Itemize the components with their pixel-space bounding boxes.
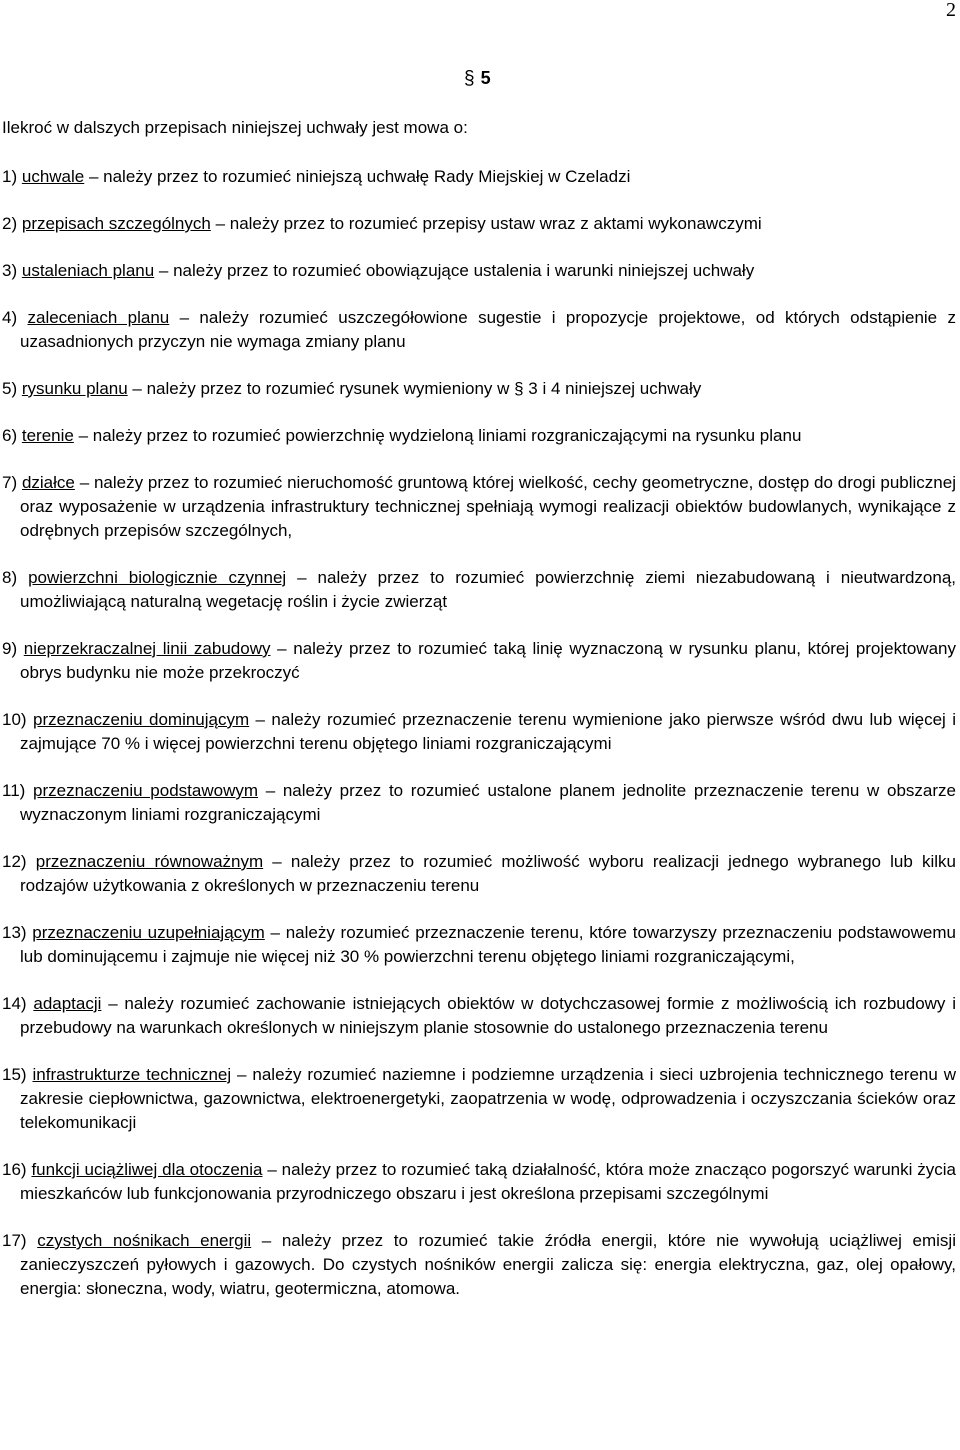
definition-item xyxy=(2,424,956,448)
definition-item xyxy=(2,992,956,1040)
definition-number: 5) xyxy=(2,379,18,398)
definition-item xyxy=(2,779,956,827)
definition-item xyxy=(2,471,956,543)
definition-term: przeznaczeniu dominującym xyxy=(32,710,250,729)
definition-number: 1) xyxy=(2,167,18,186)
definition-term: funkcji uciążliwej dla otoczenia xyxy=(31,1160,263,1179)
definition-term: zaleceniach planu xyxy=(27,308,170,327)
definition-item xyxy=(2,165,956,189)
definition-text: – należy przez to rozumieć przepisy ustaw wraz z aktami wykonawczymi xyxy=(210,214,762,233)
definition-term: przeznaczeniu uzupełniającym xyxy=(32,923,265,942)
definition-number: 15) xyxy=(2,1065,27,1084)
definition-text: – należy przez to rozumieć niniejszą uchwałę Rady Miejskiej w Czeladzi xyxy=(84,167,631,186)
definitions-list xyxy=(2,165,956,1324)
definition-text: – należy przez to rozumieć takie źródła energii, które nie wywołują uciążliwej emisji zanieczyszczeń pyłowych i gazowych. Do czystych nośników energii zalicza się: energia elektryczna, gaz, olej opałowy, energia: słoneczna, wody, wiatru, geotermiczna, atomowa. xyxy=(20,1231,956,1298)
definition-number: 12) xyxy=(2,852,27,871)
definition-number: 11) xyxy=(2,781,26,800)
definition-number: 6) xyxy=(2,426,18,445)
definition-text: – należy rozumieć przeznaczenie terenu wymienione jako pierwsze wśród dwu lub więcej i zajmujące 70 % i więcej powierzchni terenu objętego liniami rozgraniczającymi xyxy=(20,710,956,753)
definition-term: ustaleniach planu xyxy=(21,261,155,280)
page-number: 2 xyxy=(946,0,956,21)
definition-number: 16) xyxy=(2,1160,27,1179)
definition-term: adaptacji xyxy=(33,994,102,1013)
section-heading xyxy=(464,68,491,90)
definition-term: przepisach szczególnych xyxy=(21,214,211,233)
definition-term: przeznaczeniu podstawowym xyxy=(33,781,259,800)
definition-text: – należy przez to rozumieć rysunek wymieniony w § 3 i 4 niniejszej uchwały xyxy=(127,379,702,398)
definition-text: – należy przez to rozumieć ustalone planem jednolite przeznaczenie terenu w obszarze wyznaczonym liniami rozgraniczającymi xyxy=(20,781,956,824)
definition-item xyxy=(2,1158,956,1206)
definition-term: nieprzekraczalnej linii zabudowy xyxy=(23,639,271,658)
definition-term: infrastrukturze technicznej xyxy=(32,1065,232,1084)
section-symbol: § xyxy=(464,68,475,89)
definition-term: działce xyxy=(21,473,75,492)
definition-number: 9) xyxy=(2,639,18,658)
definition-number: 8) xyxy=(2,568,18,587)
definition-number: 10) xyxy=(2,710,27,729)
definition-text: – należy rozumieć zachowanie istniejących obiektów w dotychczasowej formie z możliwością ich rozbudowy i przebudowy na warunkach określonych w niniejszym planie stosownie do ustalonego przeznaczenia terenu xyxy=(20,994,956,1037)
definition-term: terenie xyxy=(21,426,74,445)
definition-text: – należy rozumieć uszczegółowione sugestie i propozycje projektowe, od których odstąpienie z uzasadnionych przyczyn nie wymaga zmiany planu xyxy=(20,308,957,351)
definition-term: przeznaczeniu równoważnym xyxy=(35,852,264,871)
definition-item xyxy=(2,637,956,685)
intro-text: Ilekroć w dalszych przepisach niniejszej uchwały jest mowa o: xyxy=(2,118,468,137)
definition-text: – należy przez to rozumieć nieruchomość gruntową której wielkość, cechy geometryczne, dostęp do drogi publicznej oraz wyposażenie w urządzenia infrastruktury technicznej spełniają wymogi realizacji obiektów budowlanych, wynikające z odrębnych przepisów szczególnych, xyxy=(20,473,956,540)
section-number: 5 xyxy=(480,68,491,88)
definition-item xyxy=(2,1063,956,1135)
definition-item xyxy=(2,850,956,898)
definition-item xyxy=(2,921,956,969)
definition-number: 17) xyxy=(2,1231,27,1250)
definition-text: – należy przez to rozumieć taką działalność, która może znacząco pogorszyć warunki życia mieszkańców lub funkcjonowania przyrodniczego obszaru i jest określona przepisami szczególnymi xyxy=(20,1160,957,1203)
definition-item xyxy=(2,259,956,283)
definition-item xyxy=(2,566,956,614)
definition-text: – należy przez to rozumieć powierzchnię ziemi niezabudowaną i nieutwardzoną, umożliwiającą naturalną wegetację roślin i życie zwierząt xyxy=(20,568,956,611)
definition-item xyxy=(2,708,956,756)
definition-number: 3) xyxy=(2,261,18,280)
definition-item xyxy=(2,306,956,354)
definition-number: 7) xyxy=(2,473,18,492)
definition-text: – należy przez to rozumieć możliwość wyboru realizacji jednego wybranego lub kilku rodzajów użytkowania z określonych w przeznaczeniu terenu xyxy=(20,852,956,895)
definition-number: 2) xyxy=(2,214,18,233)
definition-item xyxy=(2,212,956,236)
definition-item xyxy=(2,377,956,401)
definition-number: 4) xyxy=(2,308,18,327)
definition-text: – należy przez to rozumieć taką linię wyznaczoną w rysunku planu, której projektowany obrys budynku nie może przekroczyć xyxy=(20,639,956,682)
definition-number: 13) xyxy=(2,923,27,942)
definition-text: – należy przez to rozumieć obowiązujące ustalenia i warunki niniejszej uchwały xyxy=(154,261,755,280)
definition-term: powierzchni biologicznie czynnej xyxy=(28,568,287,587)
definition-term: czystych nośnikach energii xyxy=(37,1231,252,1250)
definition-text: – należy przez to rozumieć powierzchnię wydzieloną liniami rozgraniczającymi na rysunku planu xyxy=(73,426,802,445)
definition-item xyxy=(2,1229,956,1301)
definition-text: – należy rozumieć naziemne i podziemne urządzenia i sieci uzbrojenia technicznego terenu w zakresie ciepłownictwa, gazownictwa, elektroenergetyki, zaopatrzenia w wodę, odprowadzenia i oczyszczania ścieków oraz telekomunikacji xyxy=(20,1065,957,1132)
definition-number: 14) xyxy=(2,994,27,1013)
definition-text: – należy rozumieć przeznaczenie terenu, które towarzyszy przeznaczeniu podstawowemu lub dominującemu i zajmuje nie więcej niż 30 % powierzchni terenu objętego liniami rozgraniczającymi, xyxy=(20,923,956,966)
definition-term: uchwale xyxy=(21,167,85,186)
definition-term: rysunku planu xyxy=(21,379,128,398)
